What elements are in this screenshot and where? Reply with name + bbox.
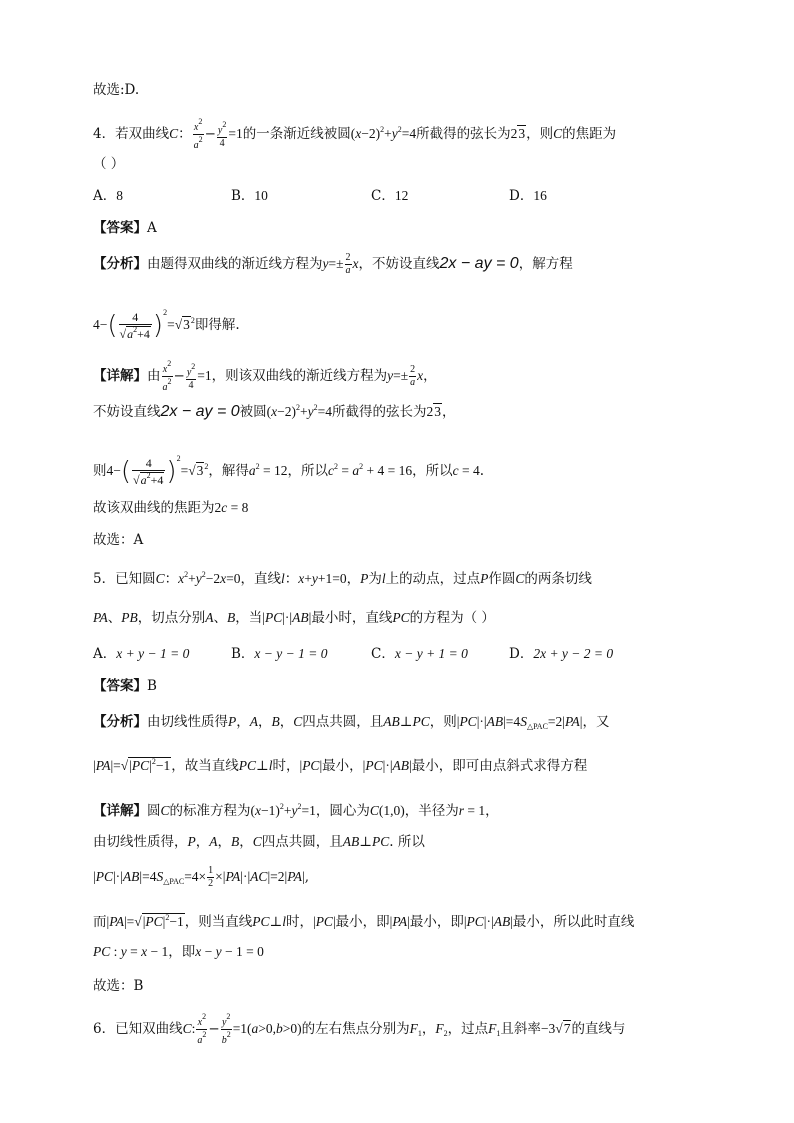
q5-analysis-line1: 【分析】由切线性质得P，A，B，C四点共圆，且AB⊥PC，则$|PC|\cdot|AB|=4S_{\triangle PAC}=2|PA|$，又 (93, 714, 610, 731)
q5-end: 故选：B (93, 978, 144, 994)
q5-detail-line1: 【详解】圆C的标准方程为$(x-1)^2+y^2=1$，圆心为C(1,0)，半径为r = 1， (93, 802, 499, 819)
q5-option-d: D．2x + y − 2 = 0 (509, 646, 614, 662)
q4-detail-line1: 【详解】由 $\frac{x^2}{a^2}$ − $\frac{y^2}{4}$ =1，则该双曲线的渐近线方程为y=± $\frac{2}{a}$ x， (93, 359, 437, 393)
q5-options (93, 644, 713, 664)
q5-option-c: C．x − y + 1 = 0 (371, 646, 468, 662)
q5-stem-line2: PA、PB，切点分别A、B，当|PC|·|AB|最小时，直线PC的方程为（ ） (93, 610, 495, 626)
q5-detail-line3: $|PC|\cdot|AB|=4S_{\triangle PAC}=4\times$ $\frac{1}{2}$ ×|PA|·|AC|=2|PA|, (93, 865, 309, 889)
q4-option-a: A．8 (93, 188, 123, 204)
q5-detail-line4: 而$|PA|=√|PC|^2-1$，则当直线PC⊥l时，|PC|最小，即|PA|最小，即|PC|·|AB|最小，所以此时直线 (93, 913, 635, 930)
q5-option-a: A．x + y − 1 = 0 (93, 646, 190, 662)
q4-detail-line3: 则4−( $\frac{4}{√a^2+4}$ )$^2=√3^2$，解得$a^2 = 12$，所以$c^2 = a^2 + 4 = 16$，所以c = 4. (93, 454, 485, 487)
q4-analysis-line1: 【分析】由题得双曲线的渐近线方程为y=± $\frac{2}{a}$ x，不妨设直线2x − ay = 0，解方程 (93, 252, 573, 276)
prev-answer-line: 故选:D. (93, 82, 140, 98)
q4-options (93, 186, 713, 206)
q5-analysis-line2: $|PA|=√|PC|^2-1$，故当直线PC⊥l时，|PC|最小，|PC|·|AB|最小，即可由点斜式求得方程 (93, 757, 588, 774)
q6-stem-line1: 6．已知双曲线C: $\frac{x^2}{a^2}$ − $\frac{y^2}{b^2}$ =1(a>0,b>0)的左右焦点分别为$F_1$，$F_2$，过点$F_1$且斜率−3√7的直线与 (93, 1012, 626, 1046)
q4-blank: （ ） (93, 156, 125, 172)
q4-option-b: B．10 (231, 188, 268, 204)
q4-detail-line2: 不妨设直线2x − ay = 0被圆$(x-2)^2+y^2=4$所截得的弦长为23， (93, 403, 456, 420)
q5-answer: 【答案】B (93, 678, 157, 694)
q5-detail-line5: PC : y = x − 1，即x − y − 1 = 0 (93, 944, 264, 960)
q4-option-d: D．16 (509, 188, 547, 204)
q5-detail-line2: 由切线性质得，P，A，B，C四点共圆，且AB⊥PC. 所以 (93, 834, 425, 850)
q5-stem-line1: 5．已知圆C：$x^2+y^2-2x=0$，直线l：x+y+1=0，P为l上的动点，过点P作圆C的两条切线 (93, 570, 592, 587)
q4-answer: 【答案】A (93, 220, 157, 236)
q4-stem-line1: 4．若双曲线C： $\frac{x^2}{a^2}$ − $\frac{y^2}{4}$ =1的一条渐近线被圆$(x-2)^2+y^2=4$所截得的弦长为23，则C的焦距为 (93, 117, 617, 151)
q4-end: 故选：A (93, 532, 144, 548)
q4-detail-line4: 故该双曲线的焦距为2c = 8 (93, 500, 249, 516)
q4-option-c: C．12 (371, 188, 409, 204)
q5-option-b: B．x − y − 1 = 0 (231, 646, 328, 662)
q4-analysis-line2: 4−( $\frac{4}{√a^2+4}$ )$^2=√3^2$即得解. (93, 308, 240, 341)
